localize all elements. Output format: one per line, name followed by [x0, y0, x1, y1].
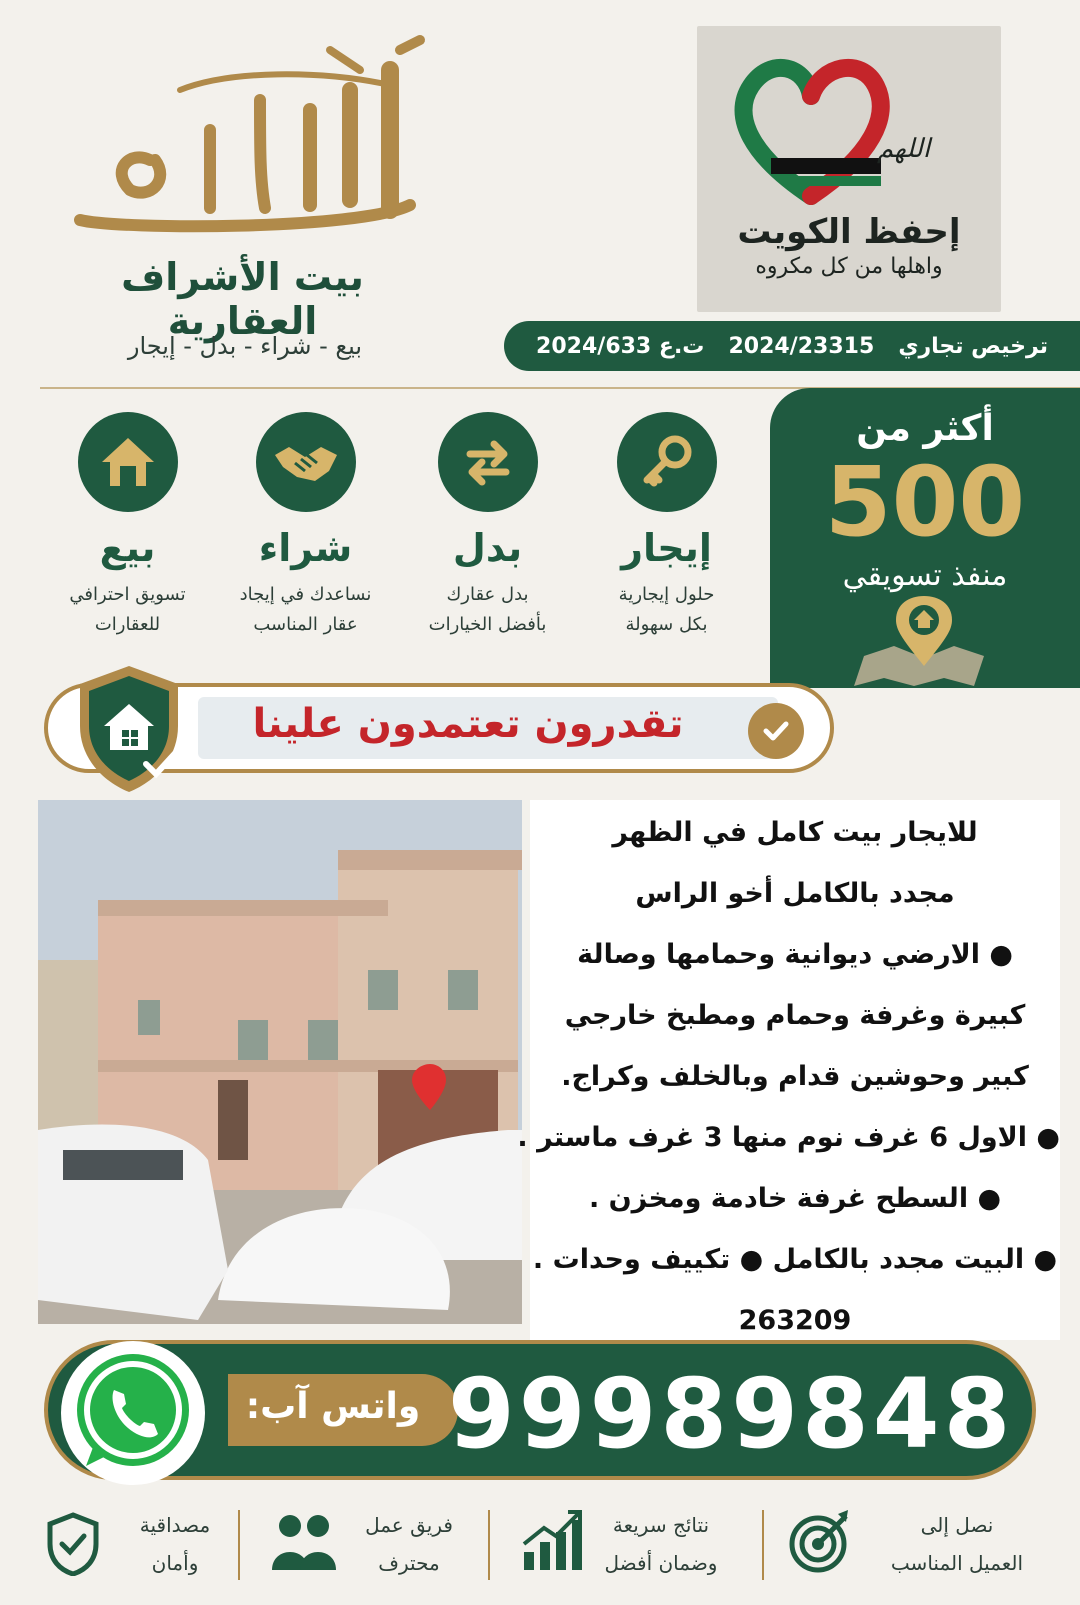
whatsapp-label: واتس آب:: [245, 1386, 421, 1427]
listing-reference-number: 263209: [738, 1305, 852, 1336]
service-desc: نساعدك في إيجاد: [239, 584, 372, 605]
service-title: شراء: [258, 526, 353, 570]
feature-line: وضمان أفضل: [604, 1551, 718, 1575]
service-title: إيجار: [621, 526, 712, 570]
license-number: 2024/23315: [728, 333, 875, 359]
shield-check-icon: [46, 1512, 100, 1576]
listing-description: [517, 800, 1060, 1340]
listing-line: كبير وحوشين قدام وبالخلف وكراج.: [561, 1061, 1029, 1092]
service-sell: [40, 412, 215, 640]
growth-chart-icon: [520, 1508, 584, 1572]
feature-line: مصداقية: [139, 1513, 211, 1537]
service-desc: بكل سهولة: [625, 614, 708, 635]
shield-home-icon: [74, 664, 184, 794]
whatsapp-icon[interactable]: [58, 1338, 208, 1488]
footer-divider: [488, 1510, 490, 1580]
services-line: بيع - شراء - بدل - إيجار: [127, 332, 363, 360]
listing-line: ● البيت مجدد بالكامل ● تكييف وحدات .: [532, 1244, 1058, 1275]
outlets-number: 500: [824, 446, 1026, 558]
map-pin-icon: [854, 596, 994, 688]
trust-text: تقدرون تعتمدون علينا: [252, 701, 684, 747]
service-exchange: [400, 412, 575, 640]
kuwait-heart-icon: [731, 56, 891, 206]
feature-line: العميل المناسب: [890, 1551, 1024, 1575]
exchange-icon: [438, 412, 538, 512]
listing-line: كبيرة وغرفة وحمام ومطبخ خارجي: [564, 1000, 1026, 1031]
feature-line: نصل إلى: [920, 1513, 994, 1537]
license-label: ترخيص تجاري: [898, 333, 1048, 359]
service-buy: [218, 412, 393, 640]
outlets-bottom-text: منفذ تسويقي: [842, 558, 1008, 593]
listing-line: للايجار بيت كامل في الظهر: [612, 817, 978, 848]
outlets-panel: [770, 388, 1080, 688]
footer-divider: [238, 1510, 240, 1580]
feature-line: وأمان: [151, 1551, 199, 1575]
team-icon: [272, 1512, 336, 1572]
listing-line: ● الارضي ديوانية وحمامها وصالة: [577, 939, 1013, 970]
service-desc: حلول إيجارية: [618, 584, 715, 605]
key-icon: [617, 412, 717, 512]
check-circle-icon: [748, 703, 804, 759]
listing-line: ● السطح غرفة خادمة ومخزن .: [588, 1183, 1002, 1214]
whatsapp-label-pill: [228, 1374, 458, 1446]
property-photo: [38, 800, 522, 1324]
service-desc: تسويق احترافي: [69, 584, 186, 605]
service-desc: بدل عقارك: [446, 584, 529, 605]
listing-line: ● الاول 6 غرف نوم منها 3 غرف ماستر .: [517, 1122, 1060, 1153]
service-title: بيع: [99, 526, 156, 570]
whatsapp-number[interactable]: 99989848: [448, 1358, 1015, 1470]
kuwait-line-1: إحفظ الكويت: [737, 212, 961, 252]
service-rent: [579, 412, 754, 640]
kuwait-prayer-card: [697, 26, 1001, 312]
outlets-top-text: أكثر من: [856, 408, 994, 449]
listing-line: مجدد بالكامل أخو الراس: [635, 878, 955, 909]
service-desc: للعقارات: [94, 614, 161, 635]
company-name: بيت الأشراف العقارية: [121, 255, 364, 343]
company-logo: [60, 30, 440, 260]
target-icon: [788, 1508, 854, 1574]
feature-line: فريق عمل: [365, 1513, 453, 1537]
footer-features: [40, 1500, 1050, 1595]
home-icon: [78, 412, 178, 512]
service-title: بدل: [452, 526, 523, 570]
license-bar: [504, 321, 1080, 371]
reg-number: ت.ع 2024/633: [536, 333, 705, 359]
feature-line: نتائج سريعة: [612, 1513, 710, 1537]
service-desc: بأفضل الخيارات: [428, 614, 547, 635]
kuwait-small-text: اللهم: [877, 134, 931, 164]
feature-line: محترف: [378, 1551, 440, 1575]
logo-calligraphy: [60, 30, 440, 260]
footer-divider: [762, 1510, 764, 1580]
handshake-icon: [256, 412, 356, 512]
logo-text: الأشراف: [103, 115, 397, 197]
service-desc: عقار المناسب: [253, 614, 358, 635]
kuwait-line-2: واهلها من كل مكروه: [755, 254, 943, 279]
